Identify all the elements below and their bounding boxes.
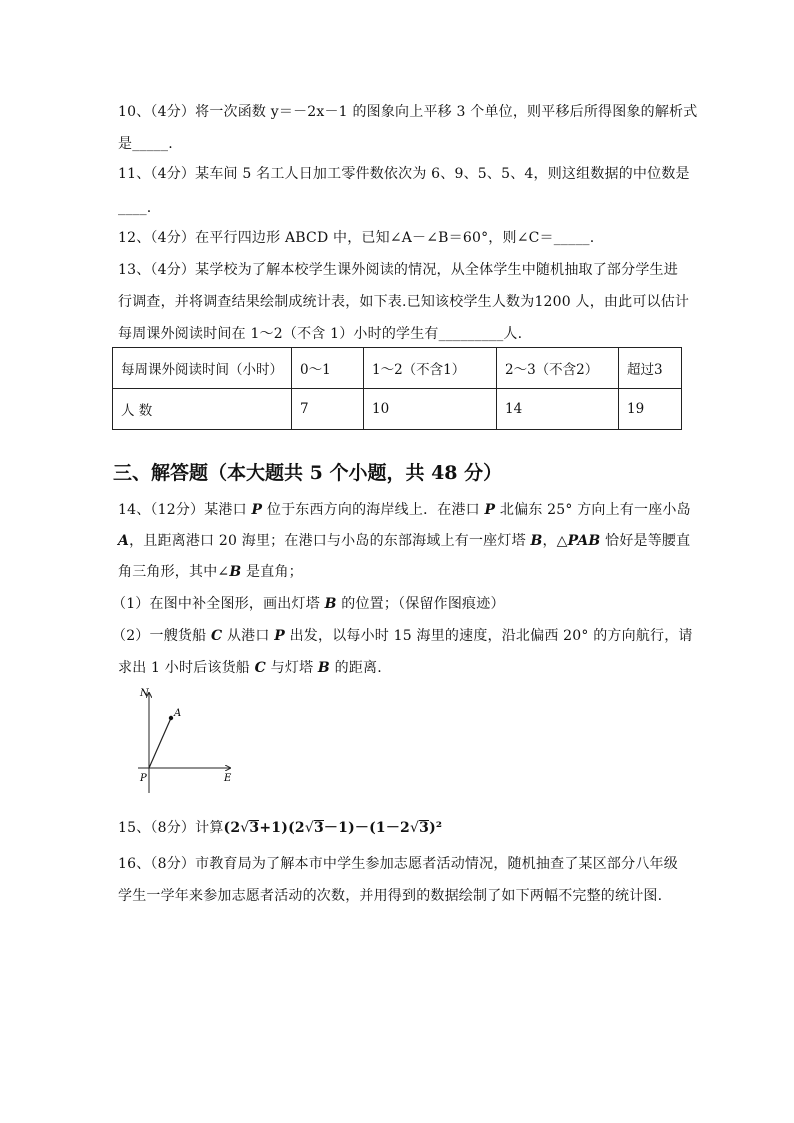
q11-line2: ____. xyxy=(118,200,152,216)
q12-line1: 12、（4分）在平行四边形 ABCD 中，已知∠A－∠B＝60°，则∠C＝_____. xyxy=(118,230,595,246)
q14-line3: 角三角形，其中∠B 是直角； xyxy=(118,564,303,580)
q14-subq1: （1）在图中补全图形，画出灯塔 B 的位置；（保留作图痕迹） xyxy=(112,596,505,612)
table-row xyxy=(113,348,682,389)
table-header-cell: 每周课外阅读时间（小时） xyxy=(113,348,292,389)
label-e: E xyxy=(224,773,232,784)
table-cell: 14 xyxy=(497,389,619,430)
q14-subq2-line2: 求出 1 小时后该货船 C 与灯塔 B 的距离. xyxy=(118,660,382,676)
q14-line2: A，且距离港口 20 海里；在港口与小岛的东部海域上有一座灯塔 B，△PAB 恰好是等腰直 xyxy=(118,533,691,549)
reading-time-table xyxy=(112,347,682,430)
table-header-cell: 1～2（不含1） xyxy=(364,348,497,389)
table-header-cell: 超过3 xyxy=(619,348,682,389)
table-cell: 人 数 xyxy=(113,389,292,430)
table-cell: 19 xyxy=(619,389,682,430)
compass-diagram xyxy=(138,685,238,795)
q11-line1: 11、（4分）某车间 5 名工人日加工零件数依次为 6、9、5、5、4，则这组数据的中位数是 xyxy=(118,166,690,182)
label-a: A xyxy=(174,708,182,719)
table-cell: 7 xyxy=(292,389,364,430)
q13-line1: 13、（4分）某学校为了解本校学生课外阅读的情况，从全体学生中随机抽取了部分学生进 xyxy=(118,262,678,278)
q13-line2: 行调查，并将调查结果绘制成统计表，如下表.已知该校学生人数为1200 人，由此可以估计 xyxy=(118,294,690,310)
table-header-cell: 2～3（不含2） xyxy=(497,348,619,389)
point-a xyxy=(169,716,173,720)
label-n: N xyxy=(140,688,149,699)
q13-line3: 每周课外阅读时间在 1～2（不含 1）小时的学生有_________人. xyxy=(118,326,523,342)
q16-line2: 学生一学年来参加志愿者活动的次数，并用得到的数据绘制了如下两幅不完整的统计图. xyxy=(118,888,663,904)
section-title: 三、解答题（本大题共 5 个小题，共 48 分） xyxy=(113,462,503,484)
q15-line: 15、（8分）计算(2√3+1)(2√3－1)－(1－2√3)² xyxy=(118,820,443,836)
table-row xyxy=(113,389,682,430)
table-cell: 10 xyxy=(364,389,497,430)
q16-line1: 16、（8分）市教育局为了解本市中学生参加志愿者活动情况，随机抽查了某区部分八年级 xyxy=(118,856,678,872)
q10-line2: 是_____. xyxy=(118,136,173,152)
q14-subq2-line1: （2）一艘货船 C 从港口 P 出发，以每小时 15 海里的速度，沿北偏西 20° 的方向航行，请 xyxy=(112,628,693,644)
table-header-cell: 0～1 xyxy=(292,348,364,389)
label-p: P xyxy=(140,773,147,784)
q14-line1: 14、（12分）某港口 P 位于东西方向的海岸线上．在港口 P 北偏东 25° 方向上有一座小岛 xyxy=(118,502,691,518)
segment-pa xyxy=(149,718,171,768)
q10-line1: 10、（4分）将一次函数 y＝－2x－1 的图象向上平移 3 个单位，则平移后所得图象的解析式 xyxy=(118,104,698,120)
